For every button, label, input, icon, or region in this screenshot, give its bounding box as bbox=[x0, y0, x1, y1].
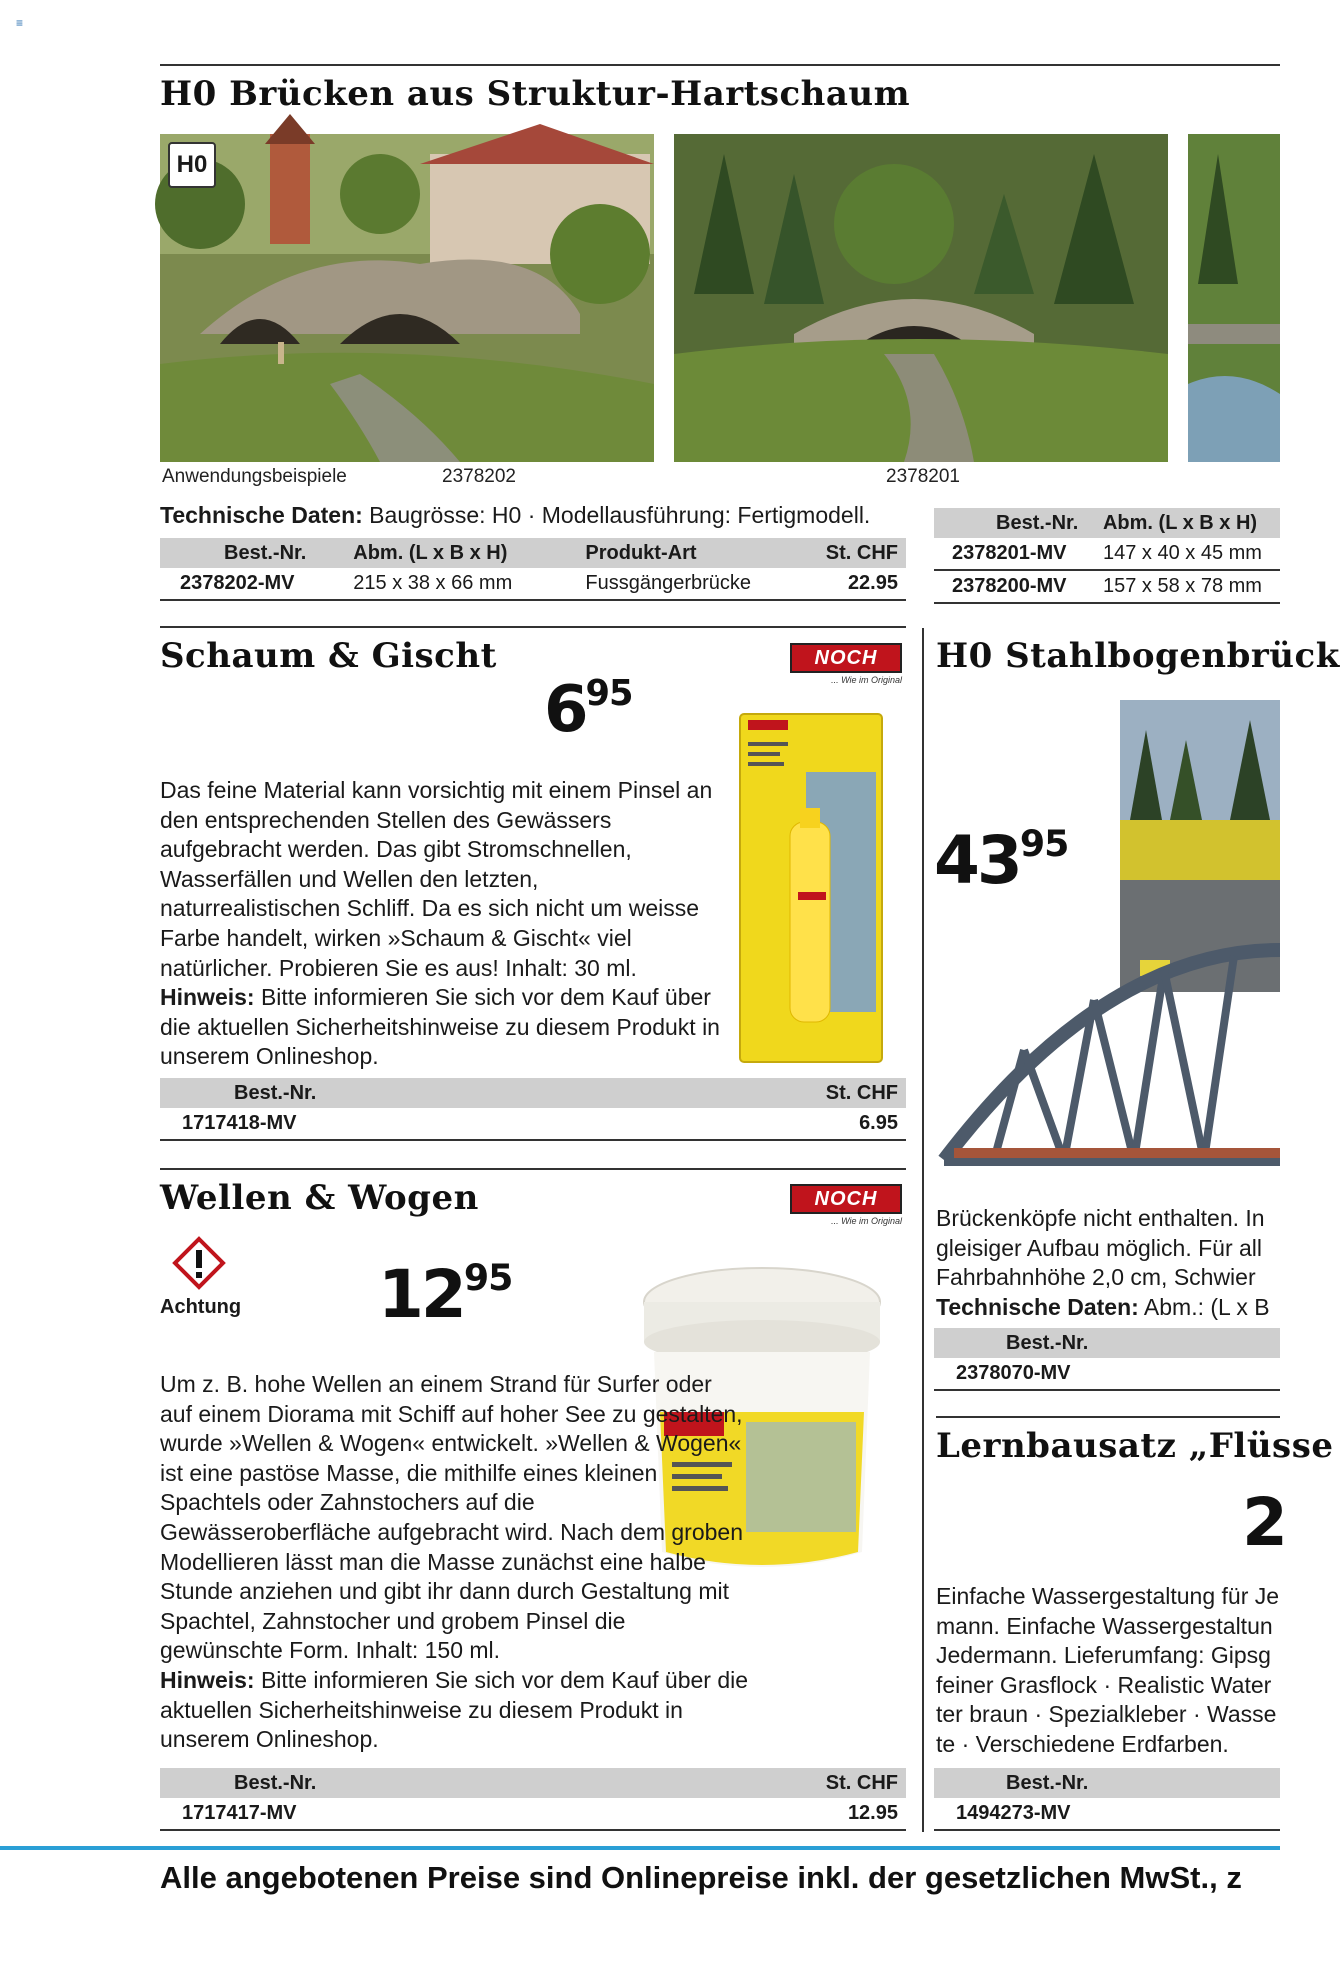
hint-label: Hinweis: bbox=[160, 1666, 255, 1693]
col-header: St. CHF bbox=[645, 1078, 906, 1108]
section-title-schaum: Schaum & Gischt bbox=[160, 636, 497, 676]
description-wellen bbox=[160, 1370, 750, 1755]
col-header: St. CHF bbox=[800, 538, 906, 568]
price-integer: 6 bbox=[544, 673, 586, 747]
spec-table-bridges bbox=[160, 538, 906, 601]
col-header: Best.-Nr. bbox=[160, 538, 345, 568]
col-header: St. CHF bbox=[645, 1768, 906, 1798]
section-title-stahl: H0 Stahlbogenbrück bbox=[936, 636, 1340, 676]
column-divider bbox=[922, 628, 924, 1832]
dimensions: 215 x 38 x 66 mm bbox=[345, 568, 555, 600]
article-number[interactable]: 2378200-MV bbox=[934, 570, 1095, 603]
hint-label: Hinweis: bbox=[160, 984, 255, 1011]
table-row[interactable] bbox=[934, 570, 1280, 603]
table-row[interactable] bbox=[160, 568, 906, 600]
price-tag bbox=[1242, 1484, 1285, 1561]
description-text: Um z. B. hohe Wellen an einem Strand für Surfer oder auf einem Diorama mit Schiff auf hoher See zu gestalten, wurde »Wellen & Wogen« entwickelt. »Wellen & Wogen« ist eine pastöse Masse, die mithilfe eines kleinen Spachtels oder Zahnstochers auf die Gewässeroberfläche aufgebracht wird. Nach dem groben Modellieren lässt man die Masse zunächst eine halbe Stunde anziehen und gibt ihr dann durch Gestaltung mit Spachtel, Zahnstocher und grobem Pinsel die gewünschte Form. Inhalt: 150 ml. bbox=[160, 1371, 743, 1664]
tech-data-label: Technische Daten: bbox=[160, 502, 363, 528]
table-row[interactable] bbox=[160, 1798, 906, 1830]
price-decimal: 95 bbox=[463, 1256, 513, 1299]
section-title-lern: Lernbausatz „Flüsse bbox=[936, 1426, 1334, 1466]
description-line: te · Verschiedene Erdfarben. bbox=[936, 1730, 1229, 1757]
tech-data-line bbox=[160, 502, 870, 529]
stone-bridge-illustration bbox=[160, 134, 654, 462]
description-line: Fahrbahnhöhe 2,0 cm, Schwier bbox=[936, 1264, 1256, 1291]
table-header-row bbox=[160, 1768, 906, 1798]
menu-icon[interactable]: ≡ bbox=[16, 16, 24, 30]
dimensions: 157 x 58 x 78 mm bbox=[1095, 570, 1280, 603]
col-header: Produkt-Art bbox=[555, 538, 800, 568]
brand-badge: NOCH bbox=[790, 643, 902, 673]
spec-table-schaum bbox=[160, 1078, 906, 1141]
col-header: Best.-Nr. bbox=[934, 1328, 1280, 1358]
product-type: Fussgängerbrücke bbox=[555, 568, 800, 600]
article-number[interactable]: 1717417-MV bbox=[160, 1798, 645, 1830]
article-number[interactable]: 2378202-MV bbox=[160, 568, 345, 600]
scale-badge: H0 bbox=[168, 142, 216, 188]
brand-tagline: ... Wie im Original bbox=[831, 675, 902, 685]
table-header-row bbox=[160, 538, 906, 568]
price-decimal: 95 bbox=[1019, 822, 1069, 865]
description-line: Jedermann. Lieferumfang: Gipsg bbox=[936, 1642, 1271, 1669]
section-title-wellen: Wellen & Wogen bbox=[160, 1178, 479, 1218]
table-row[interactable] bbox=[934, 538, 1280, 570]
price-tag bbox=[544, 673, 633, 747]
footer-note: Alle angebotenen Preise sind Onlinepreise inkl. der gesetzlichen MwSt., z bbox=[160, 1860, 1242, 1895]
section-title-bridges: H0 Brücken aus Struktur-Hartschaum bbox=[160, 74, 911, 114]
price-integer: 43 bbox=[934, 822, 1020, 899]
hint-text: Bitte informieren Sie sich vor dem Kauf über die aktuellen Sicherheitshinweise zu diesem Produkt in unserem Onlineshop. bbox=[160, 984, 720, 1070]
tech-data-text: Baugrösse: H0 · Modellausführung: Fertigmodell. bbox=[362, 502, 871, 528]
tech-data-label: Technische Daten: bbox=[936, 1293, 1139, 1320]
col-header: Abm. (L x B x H) bbox=[345, 538, 555, 568]
river-bridge-illustration bbox=[1188, 134, 1280, 462]
price-integer: 12 bbox=[378, 1256, 464, 1333]
table-row[interactable] bbox=[160, 1108, 906, 1140]
table-header-row bbox=[934, 1328, 1280, 1358]
caption-code: 2378201 bbox=[886, 466, 960, 487]
noch-logo bbox=[790, 643, 902, 685]
description-stahl bbox=[936, 1204, 1280, 1322]
price-decimal: 95 bbox=[585, 673, 633, 714]
caption-examples: Anwendungsbeispiele bbox=[162, 466, 347, 487]
hazard-warning bbox=[172, 1236, 226, 1295]
spec-table-stahl bbox=[934, 1328, 1280, 1391]
price-cell: 22.95 bbox=[800, 568, 906, 600]
description-line: Einfache Wassergestaltung für Je bbox=[936, 1583, 1280, 1609]
section-divider bbox=[160, 1168, 906, 1170]
steel-bridge-truss bbox=[934, 930, 1280, 1196]
article-number[interactable]: 1494273-MV bbox=[934, 1798, 1280, 1830]
table-row[interactable] bbox=[934, 1358, 1280, 1390]
bridge-photo-2378202 bbox=[160, 134, 654, 462]
section-divider bbox=[160, 626, 906, 628]
spec-table-lern bbox=[934, 1768, 1280, 1831]
description-line: Brückenköpfe nicht enthalten. In bbox=[936, 1205, 1265, 1231]
dimensions: 147 x 40 x 45 mm bbox=[1095, 538, 1280, 570]
description-schaum bbox=[160, 776, 720, 1072]
noch-logo bbox=[790, 1184, 902, 1226]
hint-text: Bitte informieren Sie sich vor dem Kauf über die aktuellen Sicherheitshinweise zu diesem Produkt in unserem Onlineshop. bbox=[160, 1666, 749, 1753]
footer-rule bbox=[0, 1846, 1280, 1850]
description-lern bbox=[936, 1582, 1280, 1760]
article-number[interactable]: 2378070-MV bbox=[934, 1358, 1280, 1390]
spec-table-wellen bbox=[160, 1768, 906, 1831]
price-cell: 6.95 bbox=[645, 1108, 906, 1140]
bridge-photo-2378200 bbox=[1188, 134, 1280, 462]
description-line: gleisiger Aufbau möglich. Für all bbox=[936, 1234, 1262, 1261]
spec-table-bridges-right bbox=[934, 508, 1280, 604]
tech-data-line bbox=[936, 1293, 1280, 1323]
table-row[interactable] bbox=[934, 1798, 1280, 1830]
section-divider bbox=[160, 64, 1280, 66]
col-header: Best.-Nr. bbox=[160, 1768, 645, 1798]
warning-icon bbox=[172, 1236, 226, 1290]
tech-data-text: Abm.: (L x B bbox=[1138, 1293, 1270, 1320]
table-header-row bbox=[934, 508, 1280, 538]
description-text: Das feine Material kann vorsichtig mit einem Pinsel an den entsprechenden Stellen des Gewässers aufgebracht werden. Das gibt Stromschnellen, Wasserfällen und Wellen den letzten, naturrealistischen Schliff. Da es sich nicht um weisse Farbe handelt, wirken »Schaum & Gischt« viel natürlicher. Probieren Sie es aus! Inhalt: 30 ml. bbox=[160, 777, 713, 981]
product-image-schaum bbox=[738, 712, 884, 1064]
article-number[interactable]: 1717418-MV bbox=[160, 1108, 645, 1140]
table-header-row bbox=[160, 1078, 906, 1108]
description-line: feiner Grasflock · Realistic Water bbox=[936, 1671, 1272, 1698]
caption-code: 2378202 bbox=[442, 466, 516, 487]
brand-tagline: ... Wie im Original bbox=[831, 1216, 902, 1226]
description-line: mann. Einfache Wassergestaltun bbox=[936, 1612, 1273, 1639]
blister-pack-illustration bbox=[738, 712, 884, 1064]
price-tag bbox=[378, 1256, 513, 1333]
brand-badge: NOCH bbox=[790, 1184, 902, 1214]
col-header: Best.-Nr. bbox=[934, 508, 1095, 538]
price-tag bbox=[934, 822, 1069, 899]
col-header: Best.-Nr. bbox=[934, 1768, 1280, 1798]
bridge-photo-2378201 bbox=[674, 134, 1168, 462]
section-divider bbox=[936, 1416, 1280, 1418]
warning-label: Achtung bbox=[160, 1296, 242, 1318]
table-header-row bbox=[934, 1768, 1280, 1798]
small-bridge-illustration bbox=[674, 134, 1168, 462]
price-cell: 12.95 bbox=[645, 1798, 906, 1830]
price-integer: 2 bbox=[1242, 1484, 1285, 1561]
col-header: Best.-Nr. bbox=[160, 1078, 645, 1108]
article-number[interactable]: 2378201-MV bbox=[934, 538, 1095, 570]
col-header: Abm. (L x B x H) bbox=[1095, 508, 1280, 538]
description-line: ter braun · Spezialkleber · Wasse bbox=[936, 1701, 1277, 1728]
